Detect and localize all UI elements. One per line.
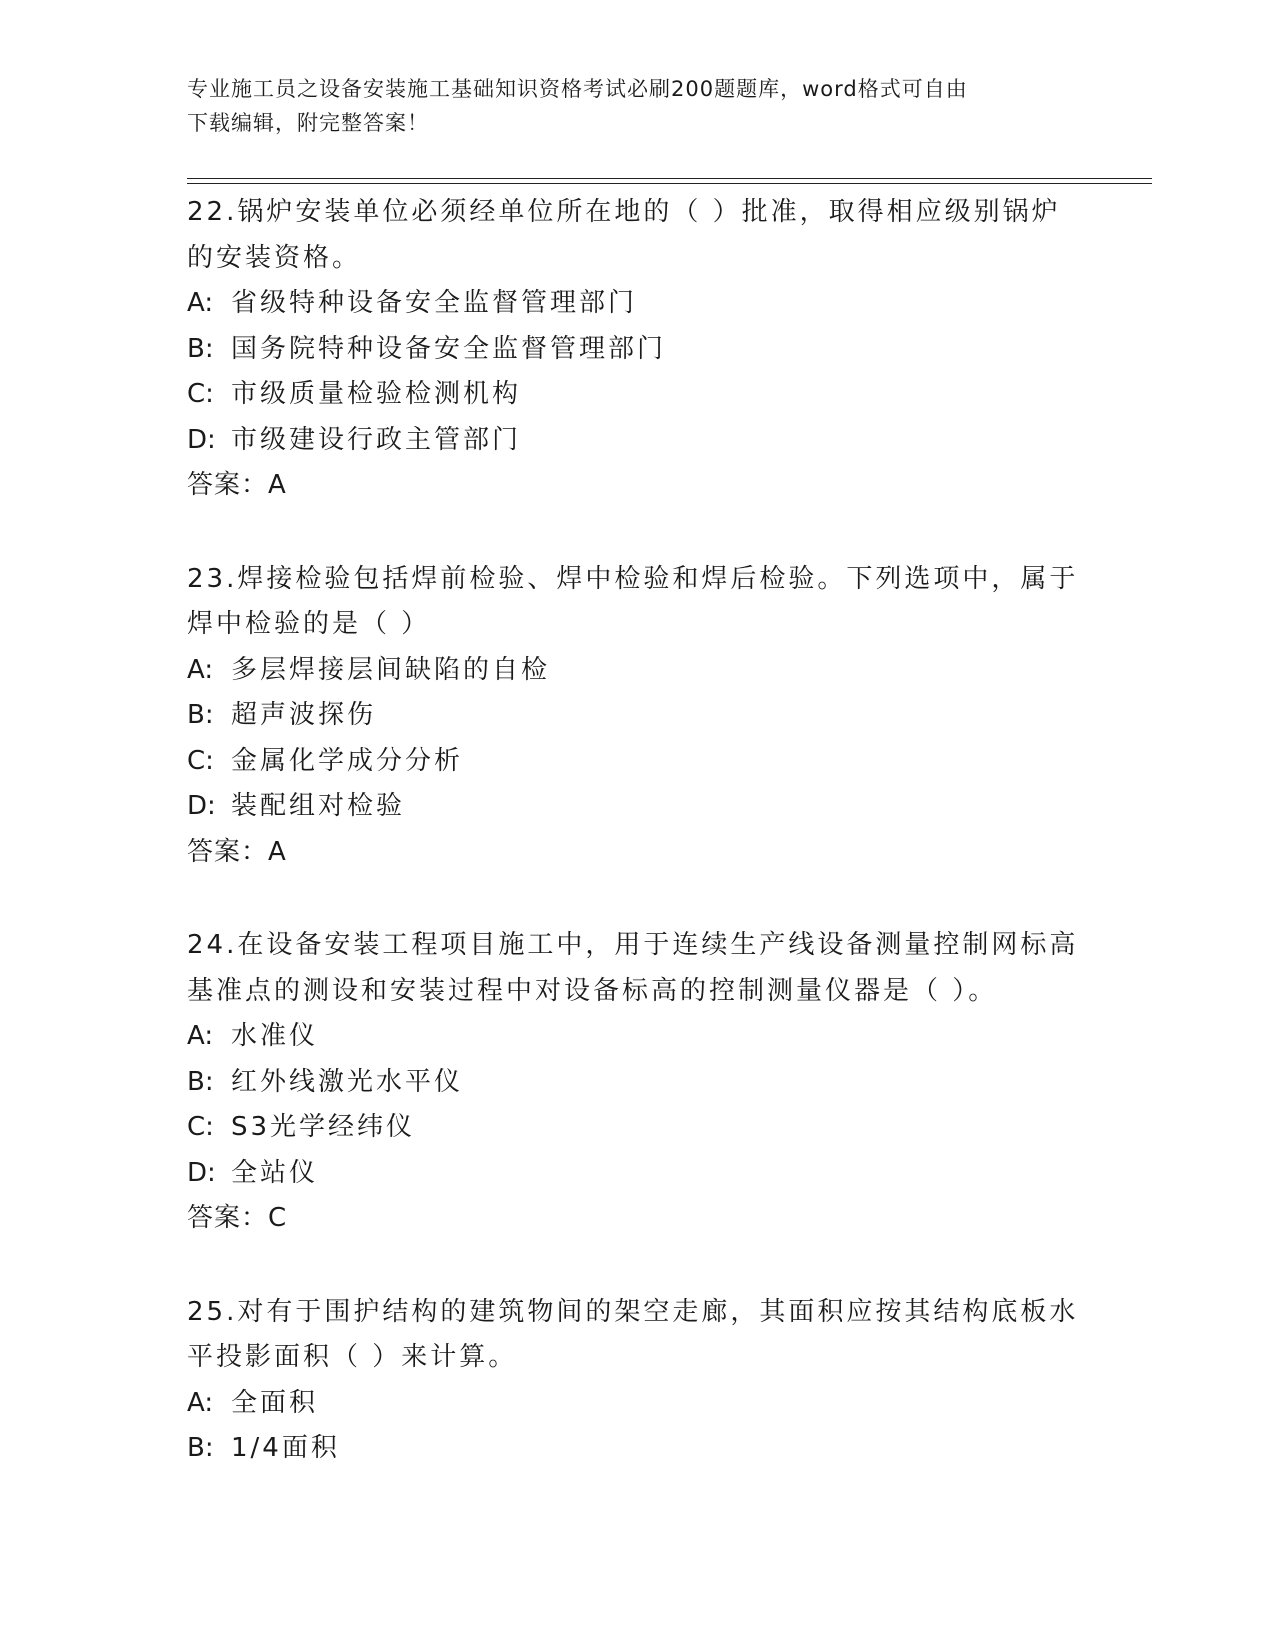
option-letter: D: (187, 1157, 216, 1188)
option-text: 多层焊接层间缺陷的自检 (231, 654, 551, 685)
option-text: 装配组对检验 (231, 791, 406, 821)
header-line-1: 专业施工员之设备安装施工基础知识资格考试必刷200题题库，word格式可自由 (187, 77, 968, 101)
option-text: 1/4面积 (231, 1433, 340, 1463)
question-22 (187, 190, 1087, 509)
option-letter: C: (187, 379, 214, 409)
option-text: S3光学经纬仪 (231, 1112, 416, 1142)
option-text: 红外线激光水平仪 (231, 1066, 464, 1097)
option-b (187, 327, 1087, 373)
option-letter: A: (187, 1387, 214, 1418)
question-text: 22.锅炉安装单位必须经单位所在地的（ ）批准，取得相应级别锅炉的安装资格。 (187, 197, 1061, 273)
question-text: 23.焊接检验包括焊前检验、焊中检验和焊后检验。下列选项中，属于焊中检验的是（ ） (187, 563, 1079, 639)
option-letter: B: (187, 700, 214, 730)
option-text: 超声波探伤 (231, 700, 377, 730)
option-letter: D: (187, 424, 216, 455)
option-text: 全站仪 (231, 1157, 319, 1188)
option-d (187, 418, 1087, 464)
question-text: 24.在设备安装工程项目施工中，用于连续生产线设备测量控制网标高基准点的测设和安装过程中对设备标高的控制测量仪器是（ ）。 (187, 930, 1079, 1006)
question-23 (187, 557, 1087, 876)
option-b (187, 693, 1087, 739)
question-text: 25.对有于围护结构的建筑物间的架空走廊，其面积应按其结构底板水平投影面积（ ）来计算。 (187, 1296, 1079, 1372)
option-a (187, 1381, 1087, 1427)
option-d (187, 784, 1087, 830)
option-text: 水准仪 (231, 1021, 319, 1051)
question-list (187, 190, 1087, 1520)
option-text: 金属化学成分分析 (231, 745, 464, 776)
option-letter: C: (187, 745, 214, 776)
answer: 答案：C (187, 1203, 288, 1233)
option-text: 全面积 (231, 1387, 319, 1418)
question-25 (187, 1290, 1087, 1472)
option-text: 省级特种设备安全监督管理部门 (231, 288, 638, 318)
option-c (187, 739, 1087, 785)
answer: 答案：A (187, 470, 287, 500)
question-24 (187, 923, 1087, 1242)
document-header (187, 72, 1087, 140)
option-letter: A: (187, 1021, 214, 1051)
header-divider-top (187, 178, 1152, 179)
option-b (187, 1426, 1087, 1472)
option-b (187, 1060, 1087, 1106)
answer: 答案：A (187, 836, 287, 867)
option-letter: A: (187, 654, 214, 685)
header-line-2: 下载编辑，附完整答案！ (187, 111, 429, 135)
option-letter: B: (187, 1066, 214, 1097)
option-c (187, 1105, 1087, 1151)
option-letter: C: (187, 1112, 214, 1142)
option-text: 市级建设行政主管部门 (231, 424, 522, 455)
option-letter: D: (187, 791, 216, 821)
header-divider-bottom (187, 183, 1152, 184)
option-letter: B: (187, 333, 214, 364)
option-text: 市级质量检验检测机构 (231, 379, 522, 409)
option-d (187, 1151, 1087, 1197)
option-a (187, 1014, 1087, 1060)
option-a (187, 648, 1087, 694)
option-letter: B: (187, 1433, 214, 1463)
option-text: 国务院特种设备安全监督管理部门 (231, 333, 667, 364)
option-c (187, 372, 1087, 418)
option-a (187, 281, 1087, 327)
option-letter: A: (187, 288, 214, 318)
